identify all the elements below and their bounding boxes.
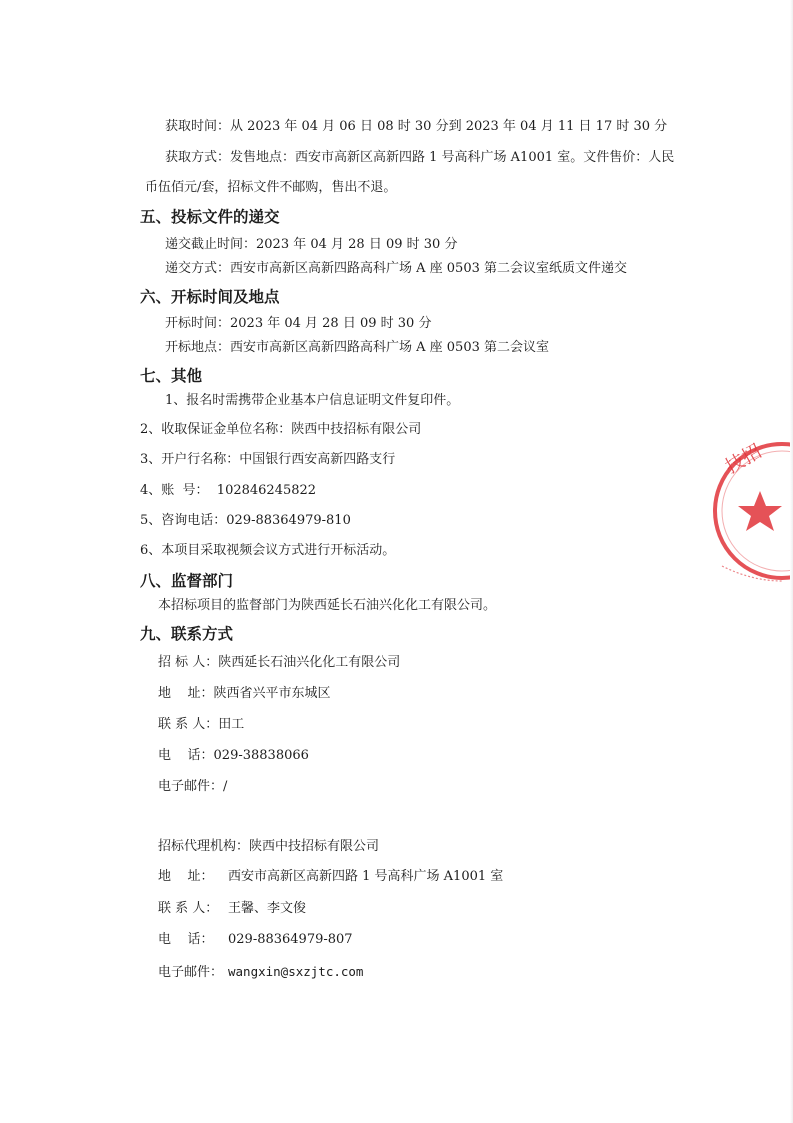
tenderer-email[interactable]: / bbox=[223, 779, 228, 794]
section5-heading: 五、投标文件的递交 bbox=[140, 208, 280, 226]
supervision-text: 本招标项目的监督部门为陕西延长石油兴化化工有限公司。 bbox=[158, 598, 497, 613]
company-seal bbox=[712, 436, 793, 586]
section8-heading: 八、监督部门 bbox=[140, 572, 234, 590]
agency-phone-row bbox=[158, 932, 353, 948]
tenderer-address: 陕西省兴平市东城区 bbox=[213, 686, 331, 701]
obtain-method-line1: 获取方式：发售地点：西安市高新区高新四路 1 号高科广场 A1001 室。文件售价：人民 bbox=[165, 150, 675, 165]
tenderer-phone-label: 电 话： bbox=[158, 748, 214, 763]
other-item-6: 6、本项目采取视频会议方式进行开标活动。 bbox=[140, 543, 396, 558]
obtain-method-line2: 币伍佰元/套，招标文件不邮购，售出不退。 bbox=[145, 180, 397, 195]
tenderer-contact-label: 联 系 人： bbox=[158, 717, 219, 732]
agency-name-label: 招标代理机构： bbox=[158, 839, 250, 854]
agency-address-label: 地 址： bbox=[158, 869, 214, 884]
agency-email-row bbox=[158, 964, 363, 981]
tenderer-phone: 029-38838066 bbox=[213, 748, 309, 763]
other-item-3: 3、开户行名称：中国银行西安高新四路支行 bbox=[140, 452, 396, 467]
tenderer-email-label: 电子邮件： bbox=[158, 779, 224, 794]
tenderer-address-row bbox=[158, 686, 331, 702]
agency-phone-label: 电 话： bbox=[158, 932, 214, 947]
agency-name-row bbox=[158, 839, 379, 855]
opening-place: 开标地点：西安市高新区高新四路高科广场 A 座 0503 第二会议室 bbox=[165, 340, 550, 355]
seal-star-icon bbox=[738, 491, 782, 531]
opening-time: 开标时间：2023 年 04 月 28 日 09 时 30 分 bbox=[165, 316, 432, 331]
submit-method: 递交方式：西安市高新区高新四路高科广场 A 座 0503 第二会议室纸质文件递交 bbox=[165, 261, 628, 276]
tenderer-name: 陕西延长石油兴化化工有限公司 bbox=[218, 655, 401, 670]
other-item-4: 4、账 号： 102846245822 bbox=[140, 483, 317, 498]
other-item-1: 1、报名时需携带企业基本户信息证明文件复印件。 bbox=[165, 393, 460, 408]
other-item-5: 5、咨询电话：029-88364979-810 bbox=[140, 513, 351, 528]
agency-address-row bbox=[158, 869, 503, 885]
agency-email[interactable]: wangxin@sxzjtc.com bbox=[228, 964, 364, 979]
agency-contact-row bbox=[158, 901, 306, 917]
tenderer-address-label: 地 址： bbox=[158, 686, 214, 701]
agency-email-label: 电子邮件： bbox=[158, 965, 224, 980]
section7-heading: 七、其他 bbox=[140, 367, 203, 385]
tenderer-contact: 田工 bbox=[218, 717, 245, 732]
section9-heading: 九、联系方式 bbox=[140, 625, 234, 643]
agency-phone: 029-88364979-807 bbox=[228, 932, 353, 947]
agency-name: 陕西中技招标有限公司 bbox=[249, 839, 380, 854]
obtain-time: 获取时间：从 2023 年 04 月 06 日 08 时 30 分到 2023 年 04 月 11 日 17 时 30 分 bbox=[165, 119, 668, 134]
agency-contact-label: 联 系 人： bbox=[158, 901, 219, 916]
agency-contact: 王馨、李文俊 bbox=[228, 901, 307, 916]
section6-heading: 六、开标时间及地点 bbox=[140, 288, 280, 306]
tenderer-name-row bbox=[158, 655, 400, 671]
tenderer-contact-row bbox=[158, 717, 244, 733]
agency-address: 西安市高新区高新四路 1 号高科广场 A1001 室 bbox=[228, 869, 504, 884]
tenderer-email-row bbox=[158, 779, 227, 795]
other-item-2: 2、收取保证金单位名称：陕西中技招标有限公司 bbox=[140, 422, 422, 437]
seal-text: 技招 bbox=[721, 440, 766, 479]
tenderer-name-label: 招 标 人： bbox=[158, 655, 219, 670]
submit-deadline: 递交截止时间：2023 年 04 月 28 日 09 时 30 分 bbox=[165, 237, 458, 252]
tenderer-phone-row bbox=[158, 748, 309, 764]
